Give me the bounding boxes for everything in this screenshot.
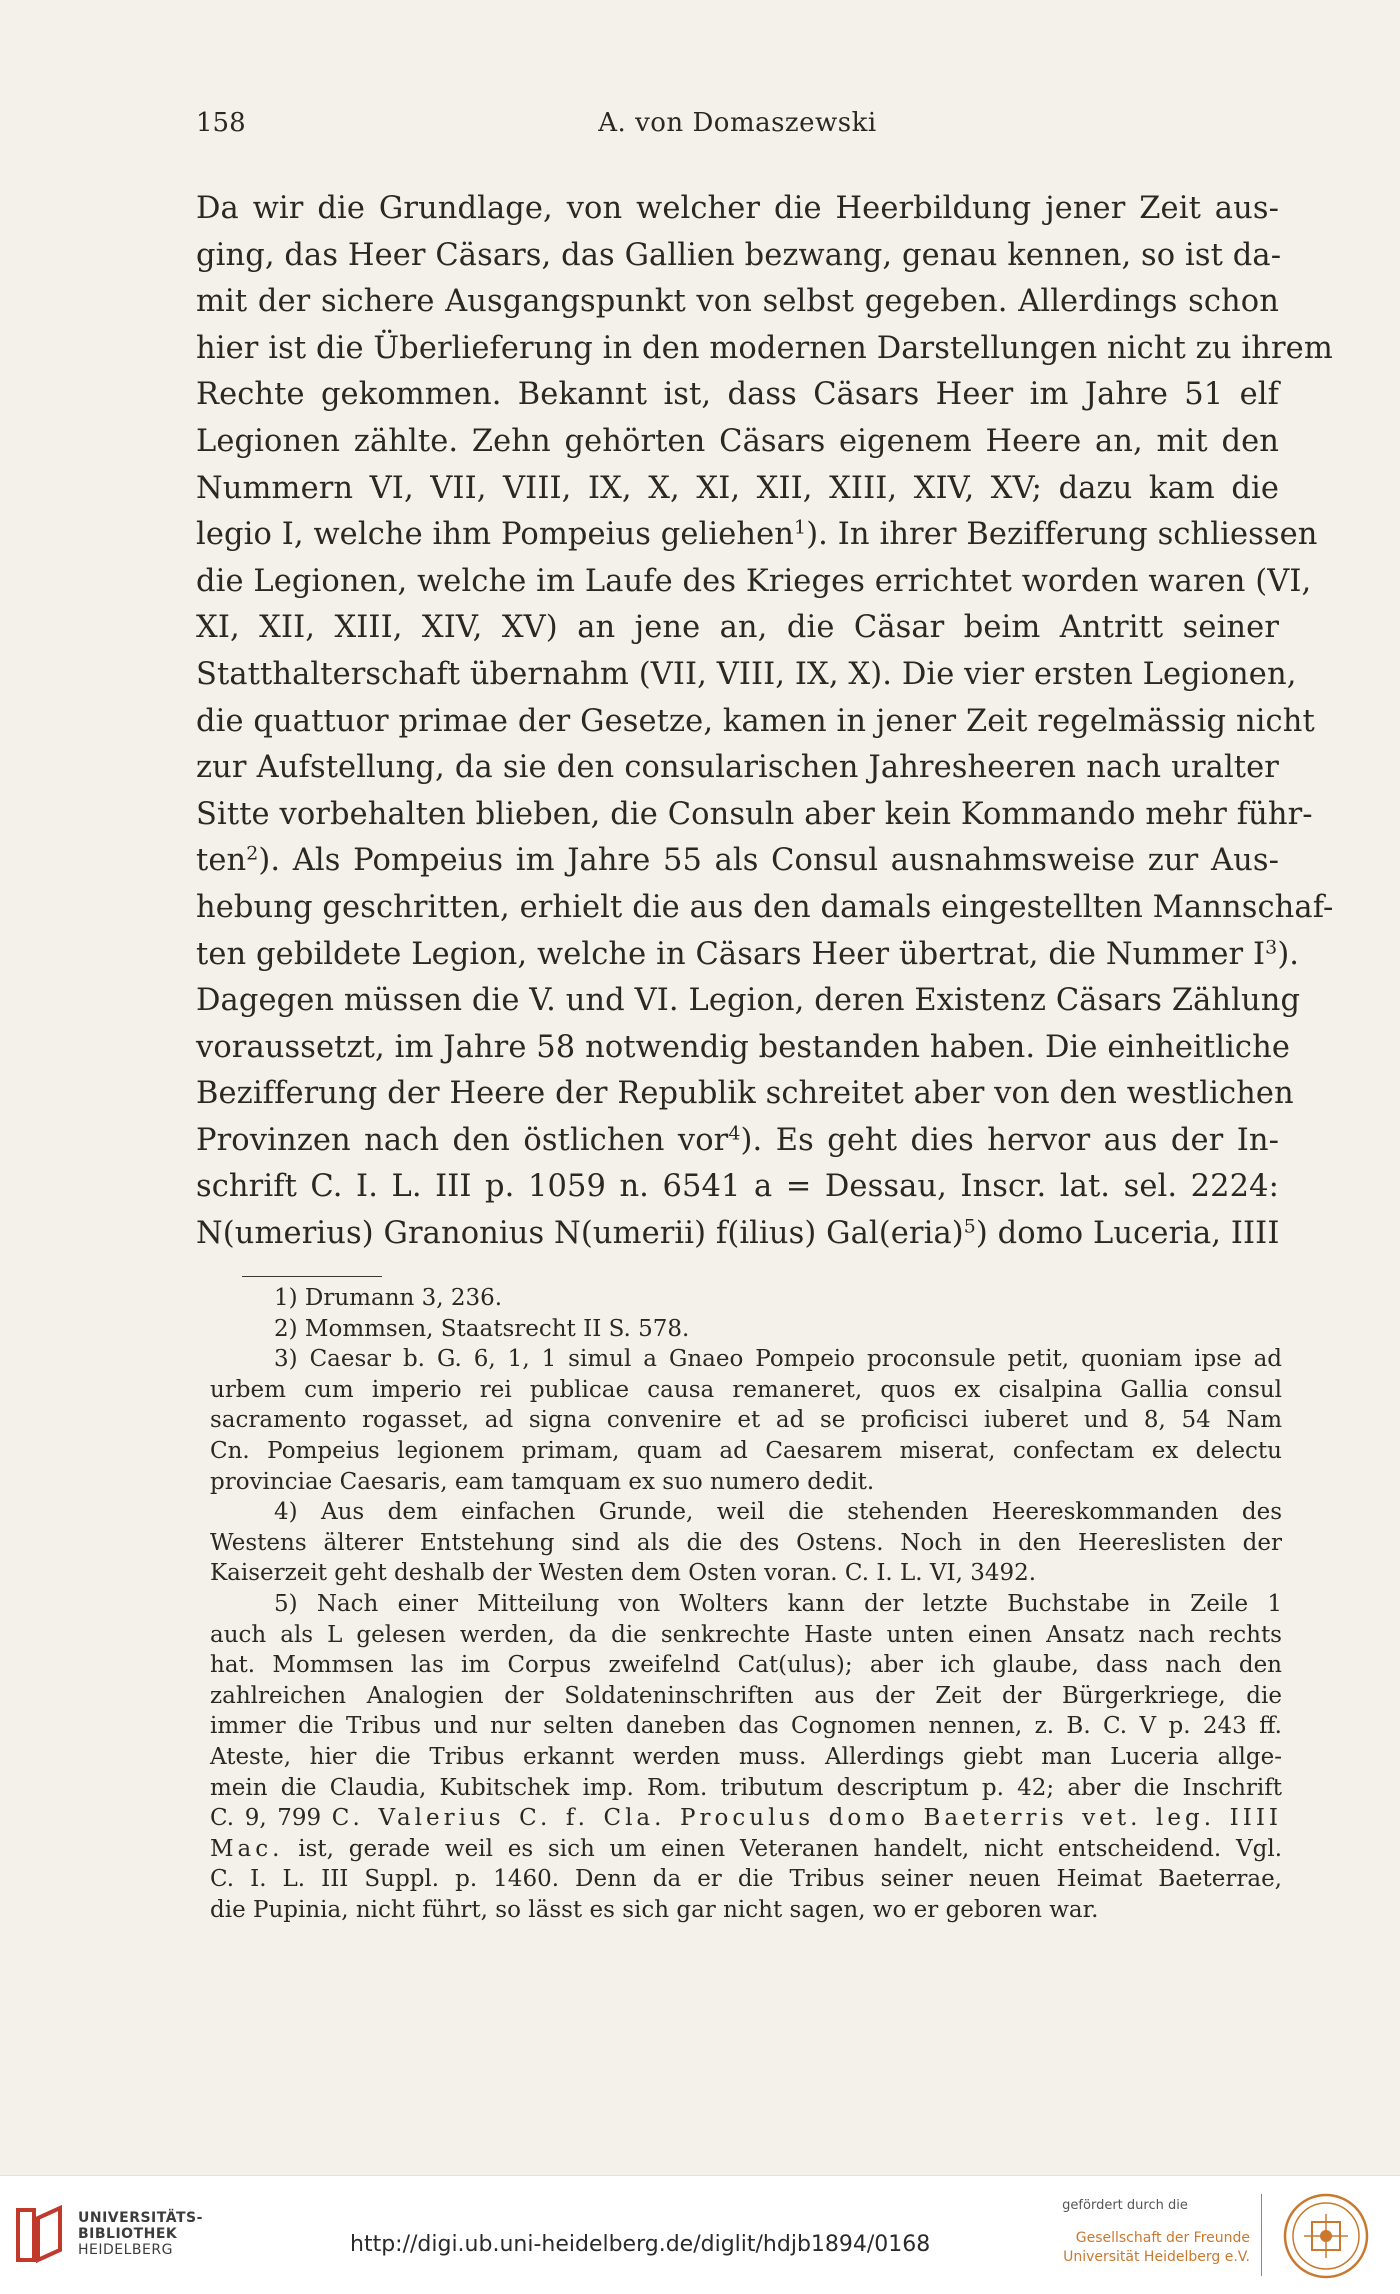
main-text [196,186,1334,1258]
text-line: legio I, welche ihm Pompeius geliehen$^1$). In ihrer Bezifferung schliessen [196,516,1318,553]
text-line: Provinzen nach den östlichen vor$^4$). Es geht dies hervor aus der In- [196,1122,1279,1158]
text-line: Sitte vorbehalten blieben, die Consuln aber kein Kommando mehr führ- [196,796,1313,832]
text-line: zur Aufstellung, da sie den consularischen Jahresheeren nach uralter [196,750,1279,786]
text-line: voraussetzt, im Jahre 58 notwendig bestanden haben. Die einheitliche [196,1029,1290,1065]
text-line: die Legionen, welche im Laufe des Krieges errichtet worden waren (VI, [196,563,1312,599]
library-footer [0,2175,1400,2294]
text-line: Nummern VI, VII, VIII, IX, X, XI, XII, XIII, XIV, XV; dazu kam die [196,470,1279,506]
text-line: Dagegen müssen die V. und VI. Legion, deren Existenz Cäsars Zählung [196,983,1301,1019]
page-number: 158 [196,108,246,138]
source-url-link[interactable]: http://digi.ub.uni-heidelberg.de/diglit/hdjb1894/0168 [350,2232,931,2257]
footnote-ref: 1 [794,516,807,539]
footnotes [210,1283,1282,1925]
text-line: ten$^2$). Als Pompeius im Jahre 55 als Consul ausnahmsweise zur Aus- [196,842,1279,879]
text-line: Rechte gekommen. Bekannt ist, dass Cäsars Heer im Jahre 51 elf [196,377,1279,413]
footnote-ref: 2 [246,842,259,865]
text-line: N(umerius) Granonius N(umerii) f(ilius) Gal(eria)$^5$) domo Luceria, IIII [196,1215,1280,1252]
text-line: ging, das Heer Cäsars, das Gallien bezwang, genau kennen, so ist da- [196,237,1282,273]
university-seal-icon [1282,2192,1370,2280]
library-name: UNIVERSITÄTS- BIBLIOTHEK HEIDELBERG [78,2210,203,2258]
text-line: Bezifferung der Heere der Republik schreitet aber von den westlichen [196,1076,1294,1112]
footnote-ref: 4 [728,1122,741,1145]
text-line: XI, XII, XIII, XIV, XV) an jene an, die Cäsar beim Antritt seiner [196,610,1279,646]
footnote-ref: 5 [963,1215,976,1238]
text-line: ten gebildete Legion, welche in Cäsars Heer übertrat, die Nummer $I^3$). [196,936,1300,972]
text-line: Statthalterschaft übernahm (VII, VIII, IX, X). Die vier ersten Legionen, [196,656,1297,692]
footer-divider [1261,2194,1262,2276]
footnote-2: 2) Mommsen, Staatsrecht II S. 578. [274,1315,690,1342]
text-line: Legionen zählte. Zehn gehörten Cäsars eigenem Heere an, mit den [196,423,1279,459]
text-line: Da wir die Grundlage, von welcher die Heerbildung jener Zeit aus- [196,191,1279,226]
text-line: schrift C. I. L. III p. 1059 n. 6541 a = Dessau, Inscr. lat. sel. 2224: [196,1169,1279,1205]
page-header [196,108,1279,148]
text-line: die quattuor primae der Gesetze, kamen in jener Zeit regelmässig nicht [196,703,1315,739]
footnote-4: 4) Aus dem einfachen Grunde, weil die stehenden Heereskommanden des Westens älterer Entstehung sind als die des Ostens. Noch in den Heereslisten der Kaiserzeit geht deshalb der Westen dem Osten voran. C. I. L. VI, 3492. [210,1499,1282,1587]
text-line: mit der sichere Ausgangspunkt von selbst gegeben. Allerdings schon [196,284,1279,320]
footnote-rule [242,1276,382,1277]
ub-logo-icon [16,2204,66,2266]
footnote-5: 5) Nach einer Mitteilung von Wolters kann der letzte Buchstabe in Zeile 1 auch als L gelesen werden, da die senkrechte Haste unten einen Ansatz nach rechts hat. Mommsen las im Corpus zweifelnd Cat(ulus); aber ich glaube, dass nach den zahlreichen Analogien der Soldateninschriften aus der Zeit der Bürgerkriege, die immer die Tribus und nur selten daneben das Cognomen nennen, z. B. C. V p. 243 ff. Ateste, hier die Tribus erkannt werden muss. Allerdings giebt man Luceria allge- mein die Claudia, Kubitschek imp. Rom. tributum descriptum p. 42; aber die Inschrift C. 9, 799 C. Valerius C. f. Cla. Proculus domo Baeterris vet. leg. IIII Mac. ist, gerade weil es sich um einen Veteranen handelt, nicht entscheidend. Vgl. C. I. L. III Suppl. p. 1460. Denn da er die Tribus seiner neuen Heimat Baeterrae, die Pupinia, nicht führt, so lässt es sich gar nicht sagen, wo er geboren war. [210,1590,1283,1923]
footnote-ref: 3 [1265,936,1278,959]
footnote-3: 3) Caesar b. G. 6, 1, 1 simul a Gnaeo Pompeio proconsule petit, quoniam ipse ad urbem cum imperio rei publicae causa remaneret, quos ex cisalpina Gallia consul sacramento rogasset, ad signa convenire et ad se proficisci iuberet und 8, 54 Nam Cn. Pompeius legionem primam, quam ad Caesarem miserat, confectam ex delectu provinciae Caesaris, eam tamquam ex suo numero dedit. [210,1346,1282,1495]
text-line: hebung geschritten, erhielt die aus den damals eingestellten Mannschaf- [196,889,1334,925]
text-line: hier ist die Überlieferung in den modernen Darstellungen nicht zu ihrem [196,330,1333,366]
sponsor-block: gefördert durch die Gesellschaft der Freunde Universität Heidelberg e.V. [1062,2198,1250,2265]
running-title: A. von Domaszewski [598,108,877,138]
footnote-1: 1) Drumann 3, 236. [274,1285,503,1311]
